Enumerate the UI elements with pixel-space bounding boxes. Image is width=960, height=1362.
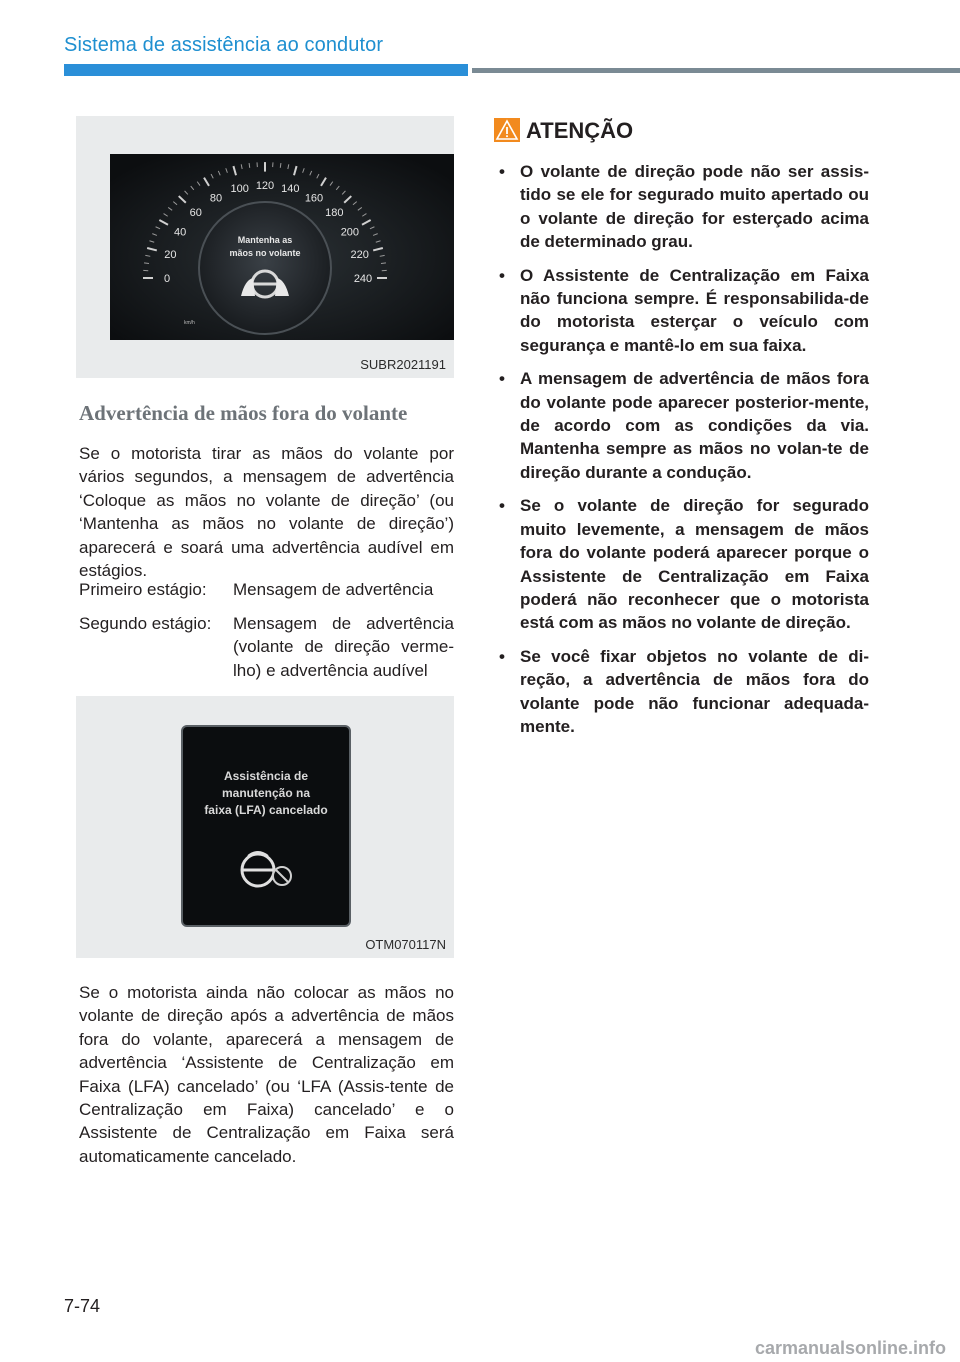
speed-tick-label: 220 [350,248,369,261]
speed-minor-tick [381,263,386,264]
section-title: Advertência de mãos fora do volante [79,401,408,425]
lfa-illustration [76,696,454,958]
lfa-figure [76,696,454,958]
center-dial [199,202,331,334]
speed-tick-label: 140 [281,183,300,196]
speed-minor-tick [249,163,250,168]
list-item: • Se o volante de direção for segurado muito levemente, a mensagem de mãos fora do volante poderá aparecer porque o Assistente de Centralização em Faixa poderá não reconhecer que o motorista está com as mãos no volante de direção. [499,496,869,633]
cluster-message-line2: mãos no volante [229,248,301,258]
lfa-message-line1: Assistência de [223,769,309,783]
section-header-title: Sistema de assistência ao condutor [64,34,384,56]
cluster-illustration [76,116,454,378]
stage-value: Mensagem de advertência [233,580,434,599]
speed-tick-label: 20 [164,248,177,261]
speed-tick-label: 240 [353,273,373,285]
lfa-message-line2: manutenção na [221,786,311,800]
warning-triangle-icon [494,118,520,142]
speed-tick-label: 60 [189,207,202,220]
list-item: • A mensagem de advertência de mãos fora do volante pode aparecer posterior-mente, de acordo com as condições da via. Mantenha sempre as mãos no volan-te de direção durante a condução. [499,369,869,482]
list-item: • O Assistente de Centralização em Faixa não funciona sempre. É responsabilida-de do motorista esterçar o veículo com segurança e mantê-lo em sua faixa. [499,265,869,355]
cluster-figure [76,116,454,378]
stage-label: Segundo estágio: [79,614,212,633]
speed-tick-label: 200 [340,226,360,239]
speed-minor-tick [280,163,281,168]
warning-title: ATENÇÃO [526,118,634,143]
cluster-message-line1: Mantenha as [237,235,293,245]
speed-tick-label: 0 [163,273,171,285]
stage-value: Mensagem de advertência (volante de direção verme-lho) e advertência audível [233,614,454,680]
speed-tick-label: 160 [304,192,324,205]
figure-code: OTM070117N [365,937,446,952]
speed-tick-label: 80 [209,192,223,205]
header-bar-gray [472,68,960,73]
speed-tick-label: 40 [174,226,187,239]
warning-list [499,160,869,748]
speed-tick-label: 180 [325,207,344,220]
watermark: carmanualsonline.info [754,1338,946,1358]
speed-tick-label: 100 [230,183,249,196]
header-bar-blue [64,64,468,76]
page-number: 7-74 [64,1296,101,1316]
hands-off-paragraph: Se o motorista tirar as mãos do volante por vários segundos, a mensagem de advertência ‘Coloque as mãos no volante de direção’ (ou ‘Mantenha as mãos no volante de direção’) aparecerá e soará uma advertência audível em estágios. [79,444,454,581]
speed-tick-label: 120 [255,179,275,192]
lfa-screen [182,726,350,926]
cancel-paragraph: Se o motorista ainda não colocar as mãos no volante de direção após a advertência de mãos fora do volante, aparecerá a mensagem de advertência ‘Assistente de Centralização em Faixa (LFA) cancelado’ (ou ‘LFA (Assis-tente de Centralização em Faixa) cancelado’ e o Assistente de Centralização em Faixa será automaticamente cancelado. [79,983,454,1166]
list-item: • O volante de direção pode não ser assis-tido se ele for segurado muito apertado ou o volante de direção for esterçado acima de determinado grau. [499,162,869,252]
list-item: • Se você fixar objetos no volante de di-reção, a advertência de mãos fora do volante pode não funcionar adequada-mente. [499,646,869,736]
figure-code: SUBR2021191 [360,357,446,372]
lfa-message-line3: faixa (LFA) cancelado [204,803,328,817]
speed-minor-tick [144,263,149,264]
speed-unit: km/h [184,320,195,326]
stage-label: Primeiro estágio: [79,580,207,599]
